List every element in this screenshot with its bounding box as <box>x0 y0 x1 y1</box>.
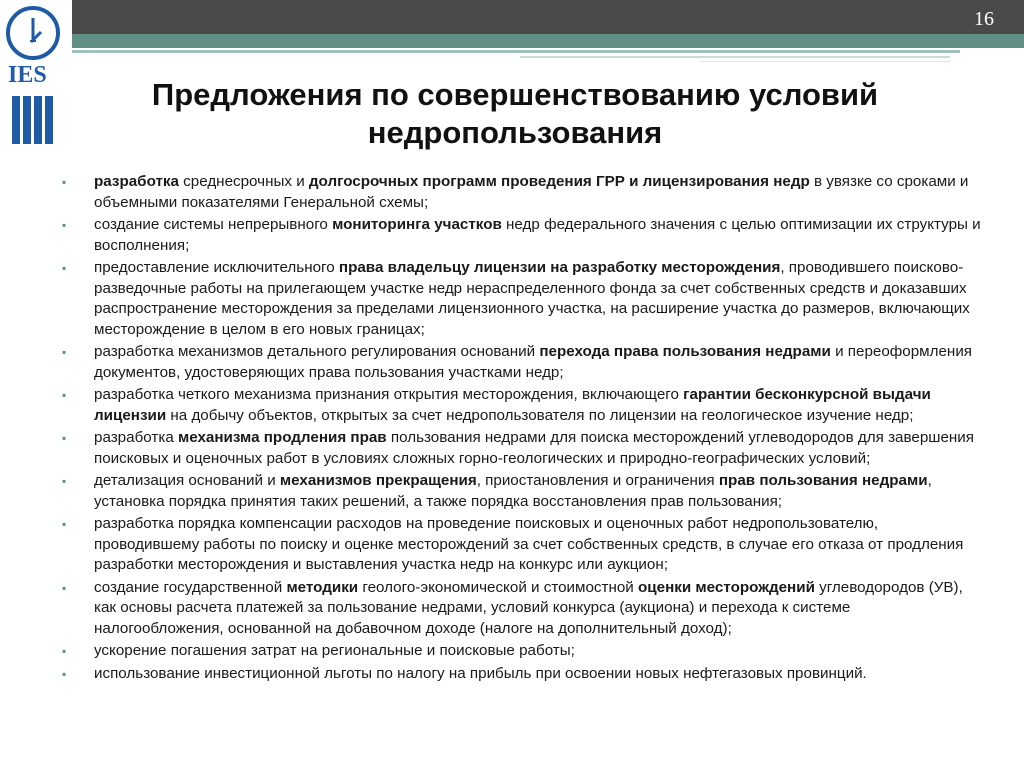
text: разработка четкого механизма признания открытия месторождения, включающего <box>94 386 684 403</box>
text: использование инвестиционной льготы по налогу на прибыль при освоении новых нефтегазовых провинций. <box>94 664 867 682</box>
text: среднесрочных и <box>178 173 309 190</box>
bold-text: перехода права пользования недрами <box>539 343 831 360</box>
bold-text: мониторинга участков <box>332 216 502 233</box>
ies-logo <box>0 0 72 150</box>
text: недр федерального значения с целью оптимизации их структуры и восполнения; <box>94 216 981 254</box>
list-item <box>62 641 982 662</box>
text: и переоформления документов, удостоверяющих права пользования участками недр; <box>94 343 973 381</box>
header-line <box>72 50 1024 53</box>
slide-title <box>80 76 950 152</box>
bold-text: прав пользования недрами <box>718 472 928 489</box>
text: предоставление исключительного <box>94 259 339 276</box>
bold-text: разработка <box>94 173 179 190</box>
title-line-1: Предложения по совершенствованию условий <box>151 77 879 112</box>
logo-bars <box>12 96 53 149</box>
text: ускорение погашения затрат на региональные и поисковые работы; <box>94 642 575 659</box>
list-item <box>62 172 982 213</box>
logo-clock-icon <box>6 6 60 60</box>
header-band <box>72 34 1024 48</box>
list-item <box>62 258 982 340</box>
list-item <box>62 215 982 256</box>
text: разработка <box>94 429 178 446</box>
bold-text: механизма продления прав <box>178 429 387 446</box>
bold-text: механизмов прекращения <box>279 472 477 489</box>
list-item <box>62 578 982 640</box>
list-item <box>62 428 982 469</box>
top-bar <box>0 0 1024 34</box>
text: , проводившего поисково-разведочные работы на прилегающем участке недр нераспределенного фонда за счет собственных средств и доказавших распространение месторождения за пределами лицензионного участка, на расширение участка до размеров, включающих месторождение в целом в его новых границах; <box>94 259 970 338</box>
text: создание государственной <box>94 578 287 596</box>
text: , приостановления и ограничения <box>476 472 719 489</box>
text: геолого-экономической и стоимостной <box>358 578 639 596</box>
bold-text: гарантии бесконкурсной выдачи лицензии <box>94 386 931 424</box>
header-gap <box>960 50 1024 68</box>
list-item <box>62 471 982 512</box>
list-item <box>62 514 982 576</box>
text: создание системы непрерывного <box>94 216 333 233</box>
text: пользования недрами для поиска месторождений углеводородов для завершения поисковых и оценочных работ в условиях сложных горно-геологических и природно-географических условий; <box>94 429 974 467</box>
list-item <box>62 342 982 383</box>
text: углеводородов (УВ), как основы расчета платежей за пользование недрами, условий конкурса (аукциона) и перехода к системе налогообложения, основанной на добавочном доходе (налоге на дополнительный доход); <box>94 578 963 637</box>
bold-text: долгосрочных программ проведения ГРР и лицензирования недр <box>308 173 810 190</box>
text: в увязке со сроками и объемными показателями Генеральной схемы; <box>94 173 969 211</box>
text: разработка механизмов детального регулирования оснований <box>94 343 540 360</box>
text: разработка порядка компенсации расходов на проведение поисковых и оценочных работ недропользователю, проводившему работы по поиску и оценке месторождений за счет собственных средств, в случае его отказа от продления разработки месторождения и выставления участка недр на конкурс или аукцион; <box>94 515 964 573</box>
list-item <box>62 664 982 685</box>
bold-text: методики <box>286 578 359 596</box>
page-number: 16 <box>974 8 994 30</box>
proposals-list <box>62 172 982 686</box>
text: , установка порядка принятия таких решений, а также порядка восстановления прав пользования; <box>94 472 932 510</box>
header-line <box>520 56 950 58</box>
list-item <box>62 385 982 426</box>
title-line-2: недропользования <box>367 115 663 150</box>
bold-text: права владельцу лицензии на разработку месторождения <box>338 259 781 276</box>
bold-text: оценки месторождений <box>638 578 815 596</box>
text: на добычу объектов, открытых за счет недропользователя по лицензии на геологическое изучение недр; <box>166 406 914 424</box>
text: детализация оснований и <box>94 472 280 489</box>
header-line <box>700 61 950 62</box>
logo-text: IES <box>8 62 47 88</box>
